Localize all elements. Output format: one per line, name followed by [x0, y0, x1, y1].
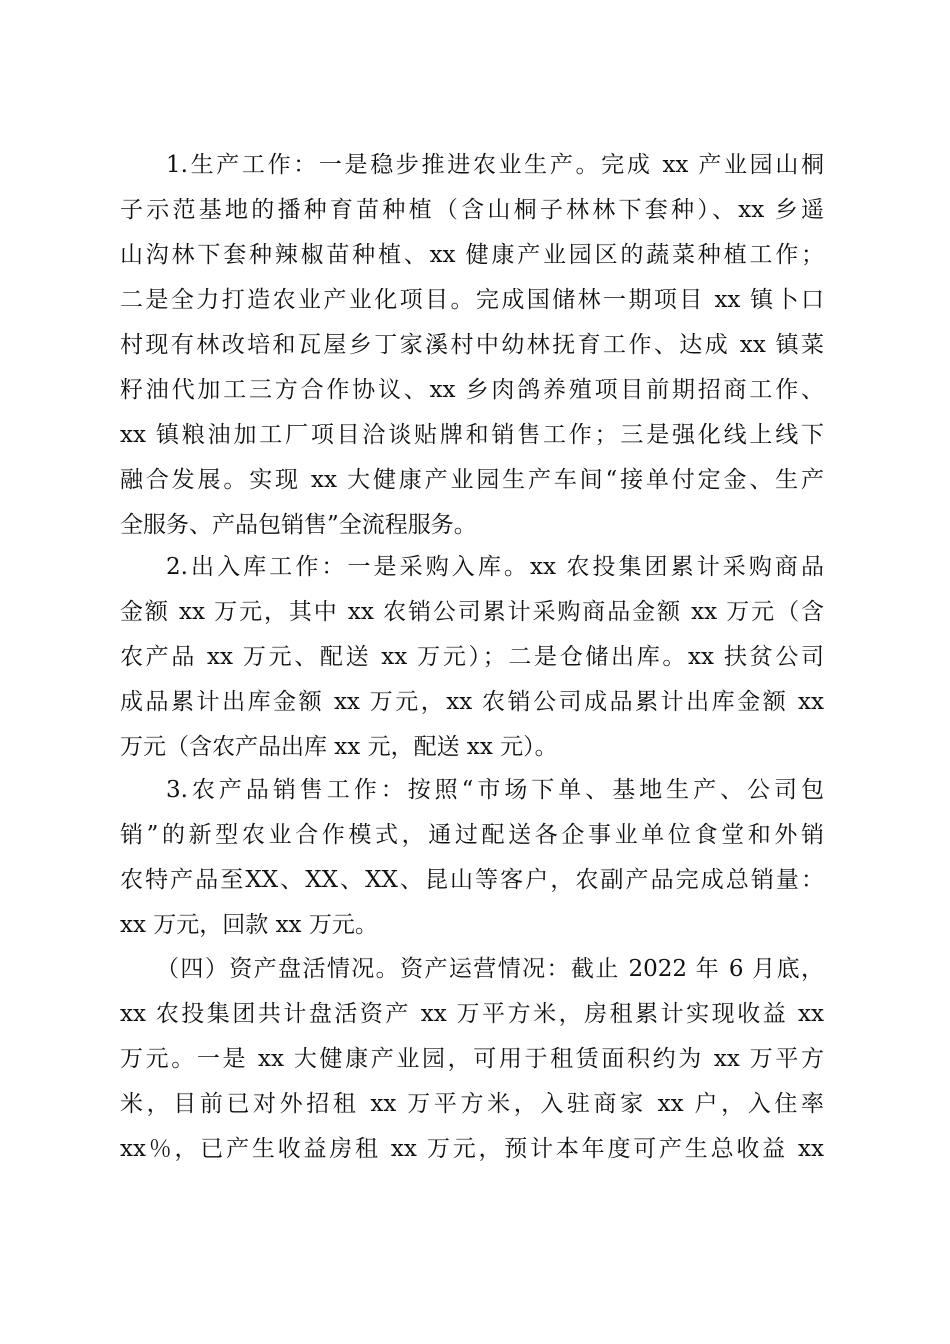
paragraph-4-line-2: xx 农投集团共计盘活资产 xx 万平方米，房租累计实现收益 xx: [120, 1001, 824, 1027]
paragraph-2-line-5: 万元（含农产品出库 xx 元，配送 xx 元）。: [120, 734, 558, 760]
paragraph-2-line-2: 金额 xx 万元，其中 xx 农销公司累计采购商品金额 xx 万元（含: [120, 599, 824, 625]
paragraph-1-line-9: 全服务、产品包销售”全流程服务。: [120, 512, 477, 538]
paragraph-1-line-2: 子示范基地的播种育苗种植（含山桐子林林下套种）、xx 乡遥: [120, 197, 824, 223]
paragraph-2-line-4: 成品累计出库金额 xx 万元，xx 农销公司成品累计出库金额 xx: [120, 689, 824, 715]
paragraph-4-line-4: 米，目前已对外招租 xx 万平方米，入驻商家 xx 户，入住率: [120, 1091, 824, 1117]
paragraph-4-line-1: （四）资产盘活情况。资产运营情况：截止 2022 年 6 月底，: [156, 956, 824, 982]
paragraph-3-line-4: xx 万元，回款 xx 万元。: [120, 912, 378, 938]
paragraph-4-line-3: 万元。一是 xx 大健康产业园，可用于租赁面积约为 xx 万平方: [120, 1046, 824, 1072]
paragraph-2-line-3: 农产品 xx 万元、配送 xx 万元）；二是仓储出库。xx 扶贫公司: [120, 644, 824, 670]
paragraph-3-line-2: 销”的新型农业合作模式，通过配送各企事业单位食堂和外销: [120, 822, 824, 848]
paragraph-2-line-1: 2.出入库工作：一是采购入库。xx 农投集团累计采购商品: [166, 554, 824, 580]
paragraph-1-line-6: 籽油代加工三方合作协议、xx 乡肉鸽养殖项目前期招商工作、: [120, 377, 824, 403]
paragraph-1-line-1: 1.生产工作：一是稳步推进农业生产。完成 xx 产业园山桐: [166, 152, 824, 178]
paragraph-3-line-3: 农特产品至XX、XX、XX、昆山等客户，农副产品完成总销量：: [120, 867, 824, 893]
paragraph-4-line-5: xx％，已产生收益房租 xx 万元，预计本年度可产生总收益 xx: [120, 1136, 824, 1162]
paragraph-1-line-5: 村现有林改培和瓦屋乡丁家溪村中幼林抚育工作、达成 xx 镇菜: [120, 332, 824, 358]
paragraph-3-line-1: 3.农产品销售工作：按照“市场下单、基地生产、公司包: [166, 777, 824, 803]
paragraph-1-line-4: 二是全力打造农业产业化项目。完成国储林一期项目 xx 镇卜口: [120, 287, 824, 313]
paragraph-1-line-7: xx 镇粮油加工厂项目洽谈贴牌和销售工作；三是强化线上线下: [120, 422, 824, 448]
paragraph-1-line-8: 融合发展。实现 xx 大健康产业园生产车间“接单付定金、生产: [120, 467, 824, 493]
paragraph-1-line-3: 山沟林下套种辣椒苗种植、xx 健康产业园区的蔬菜种植工作；: [120, 242, 824, 268]
